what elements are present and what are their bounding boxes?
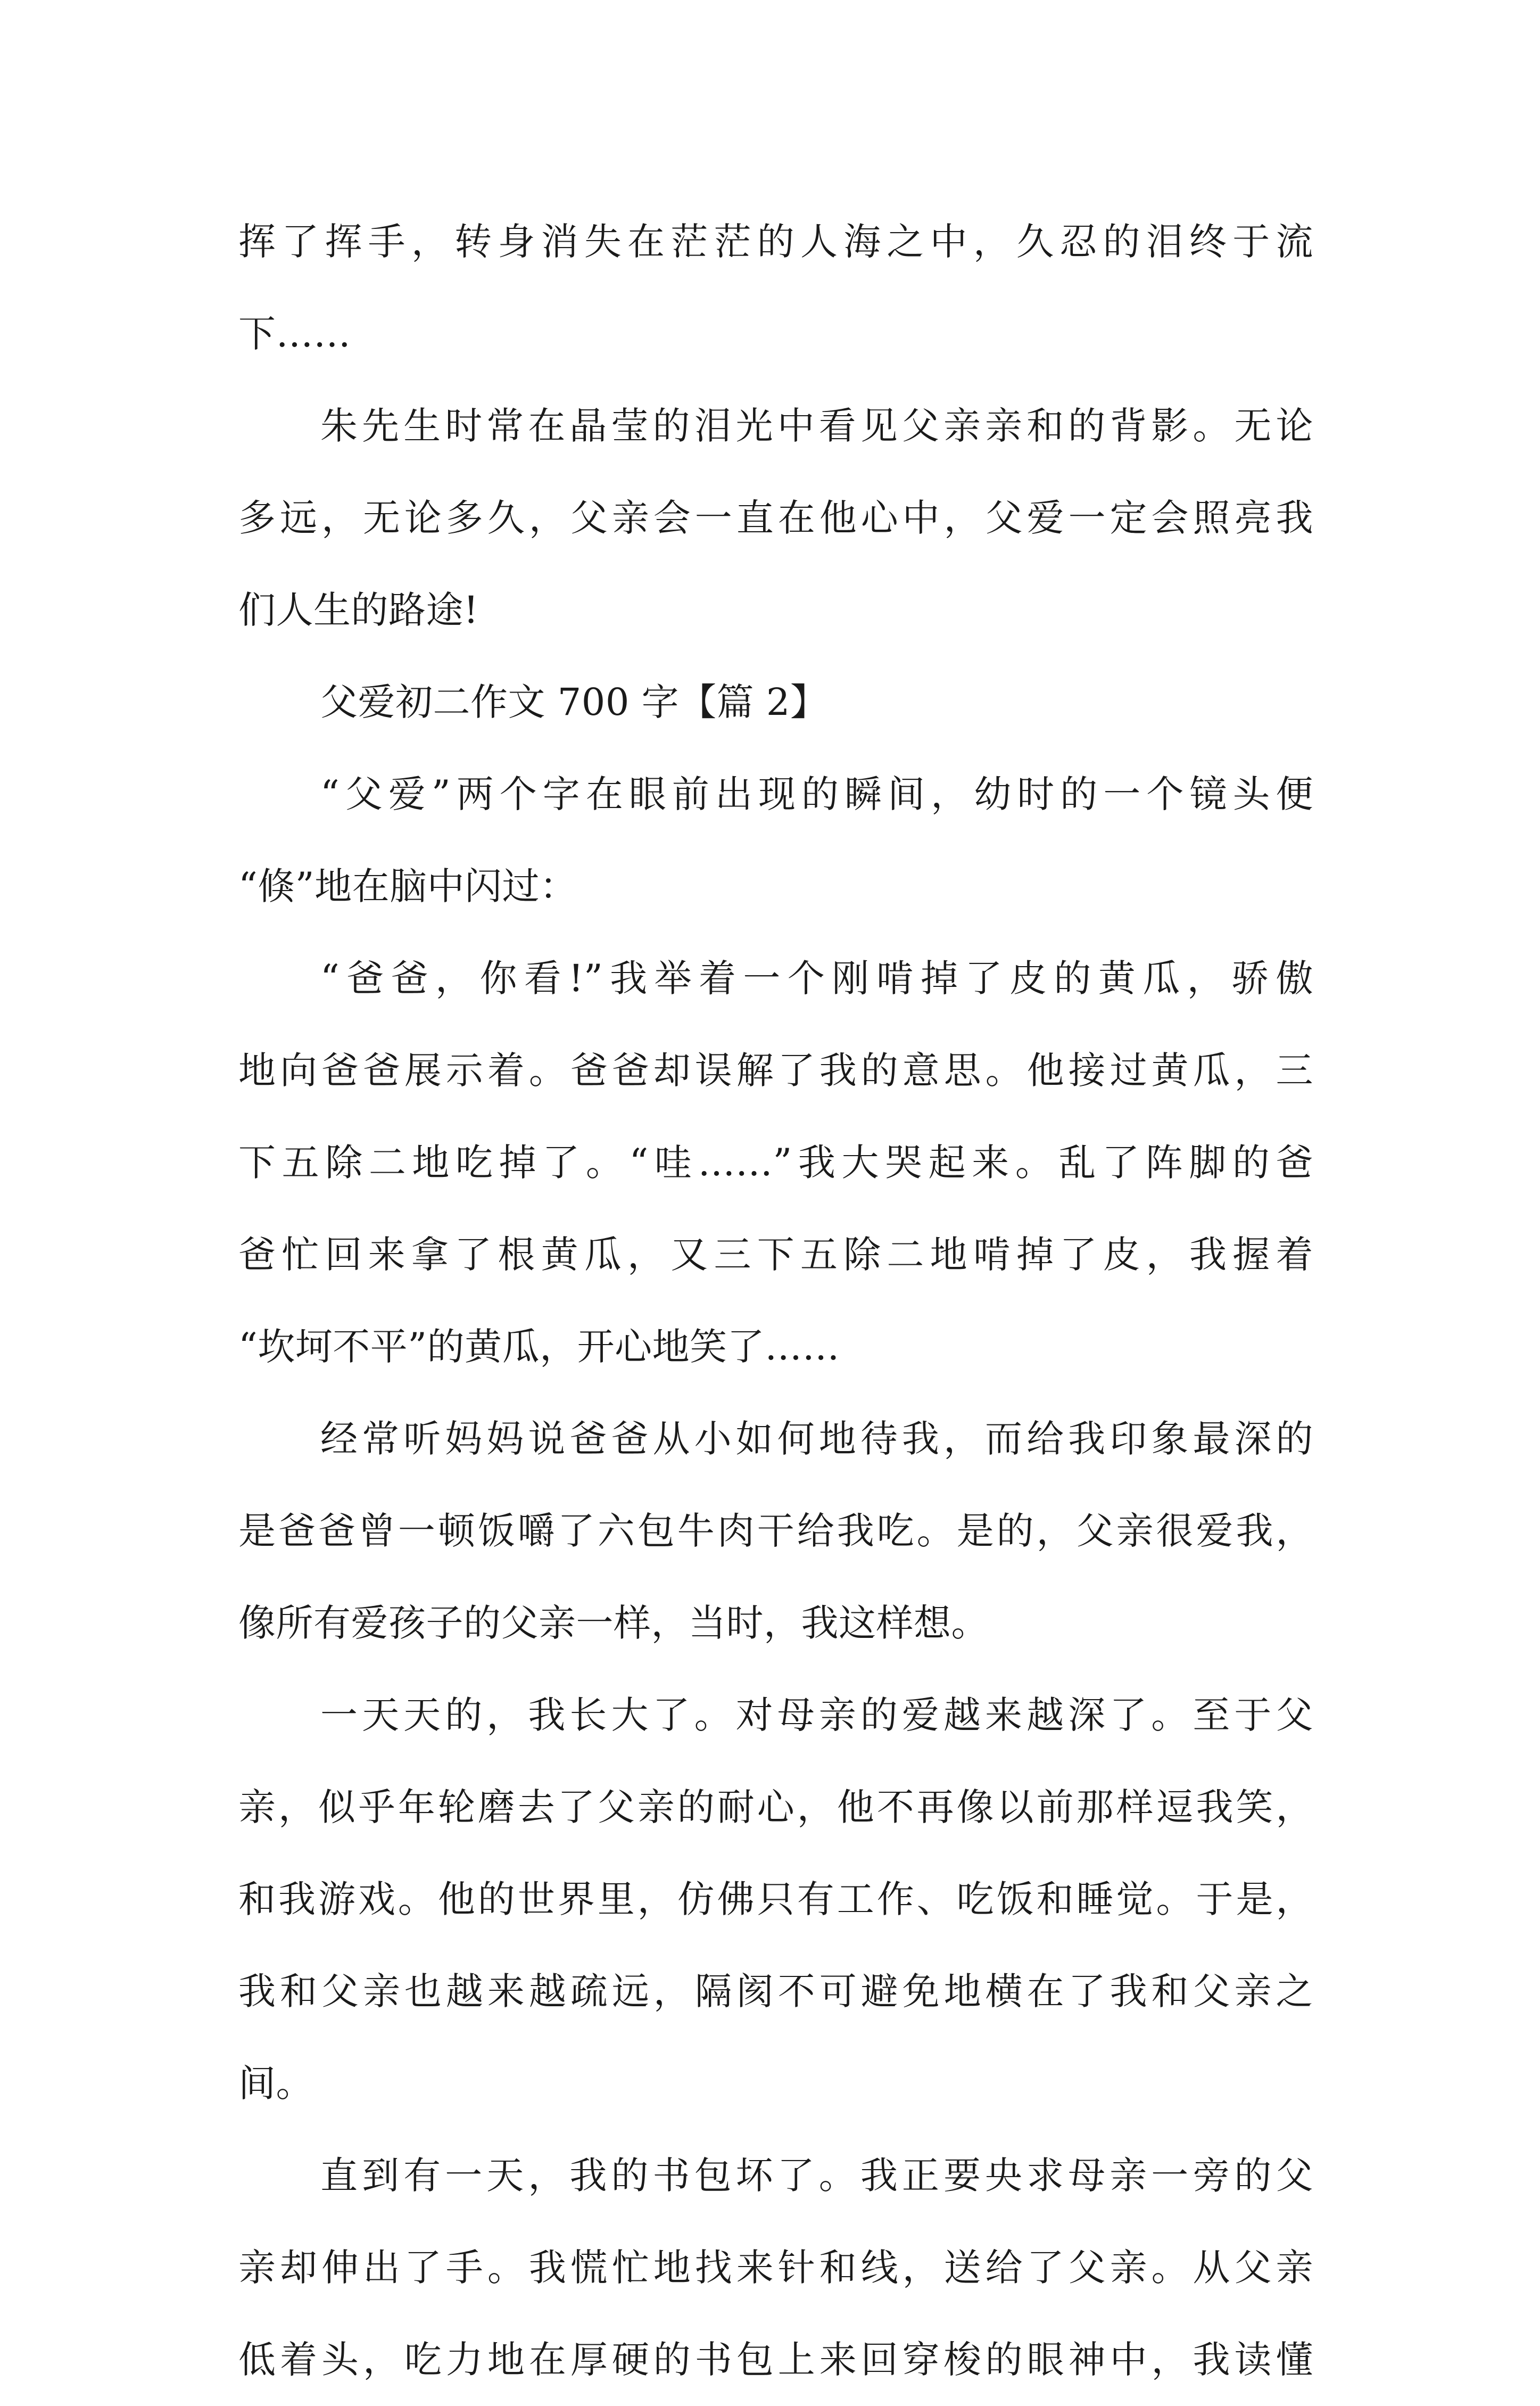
text-line: “爸爸，你看!”我举着一个刚啃掉了皮的黄瓜，骄傲 [320,957,1313,1000]
text-line: 下…… [238,312,351,356]
text-line: 们人生的路途! [238,588,479,632]
text-line: 经常听妈妈说爸爸从小如何地待我，而给我印象最深的 [320,1417,1313,1461]
text-line: 挥了挥手，转身消失在茫茫的人海之中，久忍的泪终于流 [238,220,1313,263]
text-line: 和我游戏。他的世界里，仿佛只有工作、吃饭和睡觉。于是， [238,1877,1313,1921]
section-heading [238,656,1313,748]
paragraph [238,1669,1313,2130]
paragraph [238,2130,1313,2406]
text-line: 亲，似乎年轮磨去了父亲的耐心，他不再像以前那样逗我笑， [238,1785,1313,1829]
paragraph [238,748,1313,933]
text-line: 是爸爸曾一顿饭嚼了六包牛肉干给我吃。是的，父亲很爱我， [238,1509,1313,1553]
text-line: 爸忙回来拿了根黄瓜，又三下五除二地啃掉了皮，我握着 [238,1233,1313,1276]
text-line: 我和父亲也越来越疏远，隔阂不可避免地横在了我和父亲之 [238,1970,1313,2013]
document-body [238,196,1313,2406]
text-line: 地向爸爸展示着。爸爸却误解了我的意思。他接过黄瓜，三 [238,1049,1313,1092]
text-line: 低着头，吃力地在厚硬的书包上来回穿梭的眼神中，我读懂 [238,2338,1313,2382]
text-line: 朱先生时常在晶莹的泪光中看见父亲亲和的背影。无论 [320,404,1313,448]
text-line: “父爱”两个字在眼前出现的瞬间，幼时的一个镜头便 [320,772,1313,816]
paragraph [238,933,1313,1393]
paragraph [238,380,1313,656]
text-line: 一天天的，我长大了。对母亲的爱越来越深了。至于父 [320,1693,1313,1737]
paragraph [238,196,1313,380]
text-line: 像所有爱孩子的父亲一样，当时，我这样想。 [238,1601,989,1645]
text-line: 亲却伸出了手。我慌忙地找来针和线，送给了父亲。从父亲 [238,2246,1313,2289]
text-line: “坎坷不平”的黄瓜，开心地笑了…… [238,1325,840,1369]
heading-text: 父爱初二作文 700 字【篇 2】 [320,680,828,724]
text-line: 间。 [238,2062,313,2105]
text-line: 多远，无论多久，父亲会一直在他心中，父爱一定会照亮我 [238,496,1313,540]
text-line: 直到有一天，我的书包坏了。我正要央求母亲一旁的父 [320,2154,1313,2197]
text-line: 下五除二地吃掉了。“哇……”我大哭起来。乱了阵脚的爸 [238,1141,1313,1184]
text-line: “倏”地在脑中闪过： [238,864,577,908]
paragraph [238,1393,1313,1669]
